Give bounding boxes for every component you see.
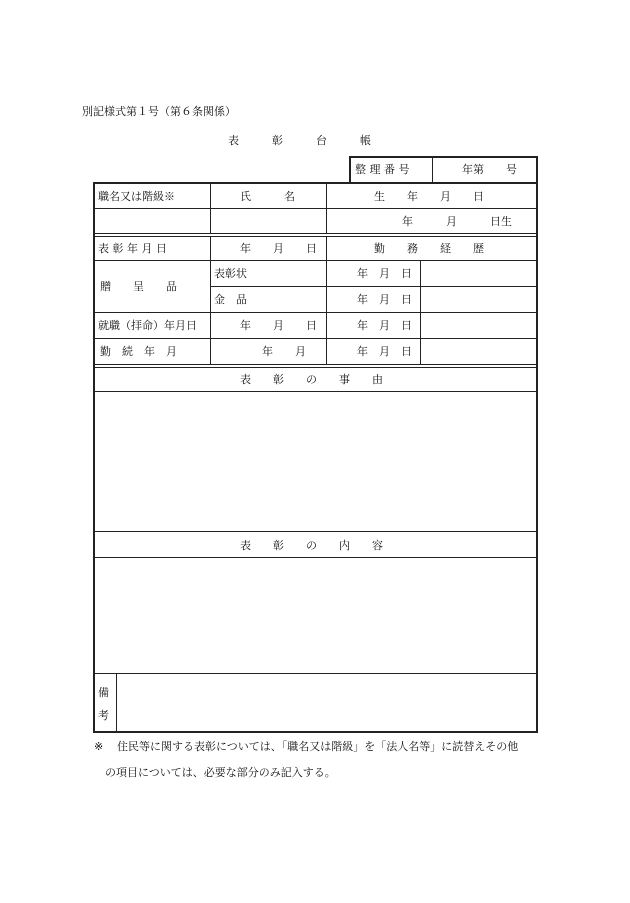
name-label: 氏 名 [240,190,295,203]
page-title: 表 彰 台 帳 [228,134,371,147]
money-label: 金 品 [214,293,247,306]
remarks-area[interactable] [118,675,534,729]
career-date-field[interactable]: 年 月 日 [357,293,412,306]
certificate-label: 表彰状 [214,267,247,280]
gift-label: 贈 呈 品 [100,280,177,293]
service-period-field[interactable]: 年 月 [262,345,306,358]
award-date-label: 表 彰 年 月 日 [98,242,167,255]
career-date-field[interactable]: 年 月 日 [357,345,412,358]
note-text: 住民等に関する表彰については、「職名又は階級」を「法人名等」に読替えその他 [117,740,519,753]
award-content-area[interactable] [96,559,534,671]
note-mark: ※ [94,740,104,753]
service-period-label: 勤 続 年 月 [100,345,177,358]
career-date-field[interactable]: 年 月 日 [357,319,412,332]
birthdate-label: 生 年 月 日 [374,190,484,203]
position-rank-label: 職名又は階級※ [98,190,175,203]
form-number: 別記様式第１号（第６条関係） [82,105,236,118]
career-header: 勤 務 経 歴 [374,242,484,255]
employment-date-label: 就職（拝命）年月日 [98,319,197,332]
award-date-field[interactable]: 年 月 日 [240,242,317,255]
birthdate-field[interactable]: 年 月 日生 [402,215,512,228]
remarks-label: 考 [98,709,109,722]
employment-date-field[interactable]: 年 月 日 [240,319,317,332]
ledger-number-value[interactable]: 年第 号 [462,163,517,176]
remarks-label: 備 [98,686,109,699]
career-date-field[interactable]: 年 月 日 [357,267,412,280]
award-content-header: 表 彰 の 内 容 [240,539,383,552]
award-reason-header: 表 彰 の 事 由 [240,373,383,386]
award-reason-area[interactable] [96,393,534,529]
note-text: の項目については、必要な部分のみ記入する。 [105,766,336,779]
ledger-number-label: 整 理 番 号 [355,163,410,176]
